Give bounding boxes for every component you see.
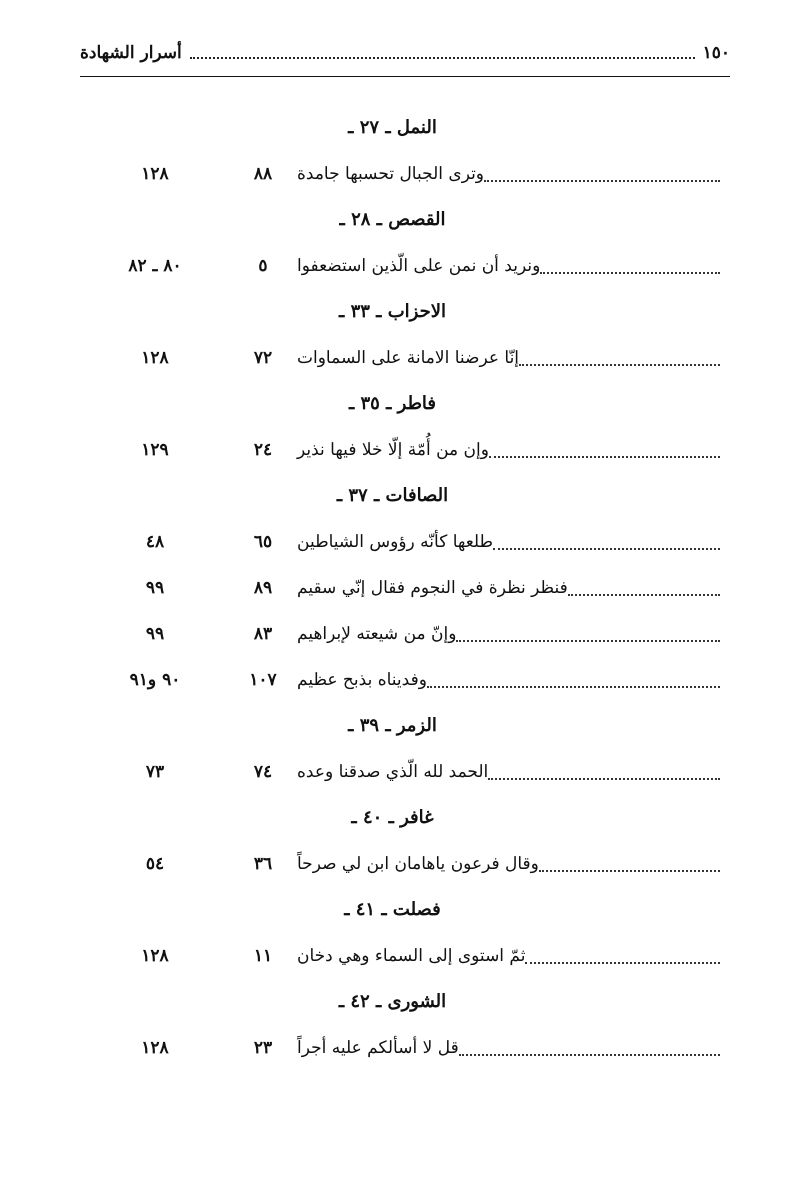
leader-dots: [539, 856, 720, 872]
verse-text: إنّا عرضنا الامانة على السماوات: [297, 348, 520, 368]
leader-dots: [459, 1040, 720, 1056]
verse-entry: [0, 519, 805, 565]
leader-dots: [493, 534, 720, 550]
surah-heading: [0, 197, 805, 243]
verse-text: وإن من أُمّة إلّا خلا فيها نذير: [297, 440, 489, 460]
verse-text: فنظر نظرة في النجوم فقال إنّي سقيم: [297, 578, 568, 598]
surah-heading-text: القصص ـ ٢٨ ـ: [339, 209, 446, 230]
verse-number: ٦٥: [253, 532, 273, 552]
verse-entry: [0, 611, 805, 657]
verse-entry: [0, 427, 805, 473]
verse-text-group: [291, 565, 720, 611]
page-number: ١٥٠: [702, 43, 730, 63]
verse-number: ٣٦: [253, 854, 273, 874]
surah-heading-text: فصلت ـ ٤١ ـ: [344, 899, 441, 920]
leader-dots: [489, 442, 720, 458]
verse-text-group: [291, 427, 720, 473]
verse-text-group: [291, 657, 720, 703]
verse-number: ٢٤: [253, 440, 273, 460]
surah-heading: [0, 979, 805, 1025]
verse-text-group: [291, 519, 720, 565]
verse-text-group: [291, 611, 720, 657]
surah-heading-text: فاطر ـ ٣٥ ـ: [348, 393, 437, 414]
verse-text-group: [291, 933, 720, 979]
leader-dots: [427, 672, 720, 688]
running-header: [80, 38, 730, 68]
page-reference: ٨٠ ـ ٨٢: [128, 256, 182, 276]
verse-text-group: [291, 749, 720, 795]
surah-heading: [0, 289, 805, 335]
verse-text: قل لا أسألكم عليه أجراً: [297, 1038, 459, 1058]
verse-number: ٨٣: [253, 624, 273, 644]
verse-text-group: [291, 243, 720, 289]
verse-text: وترى الجبال تحسبها جامدة: [297, 164, 485, 184]
verse-entry: [0, 749, 805, 795]
leader-dots: [484, 166, 720, 182]
verse-entry: [0, 1025, 805, 1071]
verse-text-group: [291, 335, 720, 381]
verse-number: ٧٤: [253, 762, 273, 782]
verse-entry: [0, 151, 805, 197]
book-title: أسرار الشهادة: [80, 43, 182, 63]
surah-heading: [0, 703, 805, 749]
header-leader-dots: [190, 47, 695, 59]
verse-entry: [0, 841, 805, 887]
verse-number: ٢٣: [253, 1038, 273, 1058]
verse-number: ٨٩: [253, 578, 273, 598]
verse-text: الحمد لله الّذي صدقنا وعده: [297, 762, 489, 782]
page-reference: ٥٤: [145, 854, 165, 874]
verse-entry: [0, 565, 805, 611]
verse-text-group: [291, 1025, 720, 1071]
verse-entry: [0, 933, 805, 979]
verse-index: [0, 105, 805, 1071]
verse-number: ١٠٧: [249, 670, 277, 690]
page-reference: ١٢٨: [141, 1038, 169, 1058]
page-reference: ٧٣: [145, 762, 165, 782]
leader-dots: [540, 258, 720, 274]
verse-text: وفديناه بذبح عظيم: [297, 670, 427, 690]
verse-text-group: [291, 841, 720, 887]
page-reference: ١٢٨: [141, 164, 169, 184]
leader-dots: [488, 764, 720, 780]
surah-heading-text: الشورى ـ ٤٢ ـ: [338, 991, 447, 1012]
verse-entry: [0, 657, 805, 703]
surah-heading-text: النمل ـ ٢٧ ـ: [348, 117, 437, 138]
page-reference: ٩٩: [145, 578, 165, 598]
surah-heading: [0, 795, 805, 841]
leader-dots: [456, 626, 720, 642]
page-reference: ٩٩: [145, 624, 165, 644]
verse-entry: [0, 243, 805, 289]
surah-heading: [0, 473, 805, 519]
surah-heading-text: الزمر ـ ٣٩ ـ: [348, 715, 437, 736]
verse-entry: [0, 335, 805, 381]
verse-number: ١١: [253, 946, 273, 966]
verse-number: ٧٢: [253, 348, 273, 368]
page-reference: ١٢٨: [141, 946, 169, 966]
leader-dots: [568, 580, 720, 596]
surah-heading-text: الصافات ـ ٣٧ ـ: [336, 485, 449, 506]
surah-heading: [0, 381, 805, 427]
verse-text: ثمّ استوى إلى السماء وهي دخان: [297, 946, 526, 966]
verse-text: ونريد أن نمن على الّذين استضعفوا: [297, 256, 541, 276]
page-reference: ١٢٨: [141, 348, 169, 368]
surah-heading-text: غافر ـ ٤٠ ـ: [351, 807, 434, 828]
surah-heading: [0, 887, 805, 933]
verse-text-group: [291, 151, 720, 197]
verse-number: ٨٨: [253, 164, 273, 184]
surah-heading-text: الاحزاب ـ ٣٣ ـ: [339, 301, 446, 322]
surah-heading: [0, 105, 805, 151]
page-reference: ٤٨: [145, 532, 165, 552]
leader-dots: [525, 948, 720, 964]
verse-text: وإنّ من شيعته لإبراهيم: [297, 624, 457, 644]
page-reference: ١٢٩: [141, 440, 169, 460]
leader-dots: [519, 350, 720, 366]
page-reference: ٩٠ و٩١: [129, 670, 181, 690]
verse-text: طلعها كأنّه رؤوس الشياطين: [297, 532, 494, 552]
verse-text: وقال فرعون ياهامان ابن لي صرحاً: [297, 854, 539, 874]
header-rule: [80, 76, 730, 77]
verse-number: ٥: [258, 256, 268, 276]
